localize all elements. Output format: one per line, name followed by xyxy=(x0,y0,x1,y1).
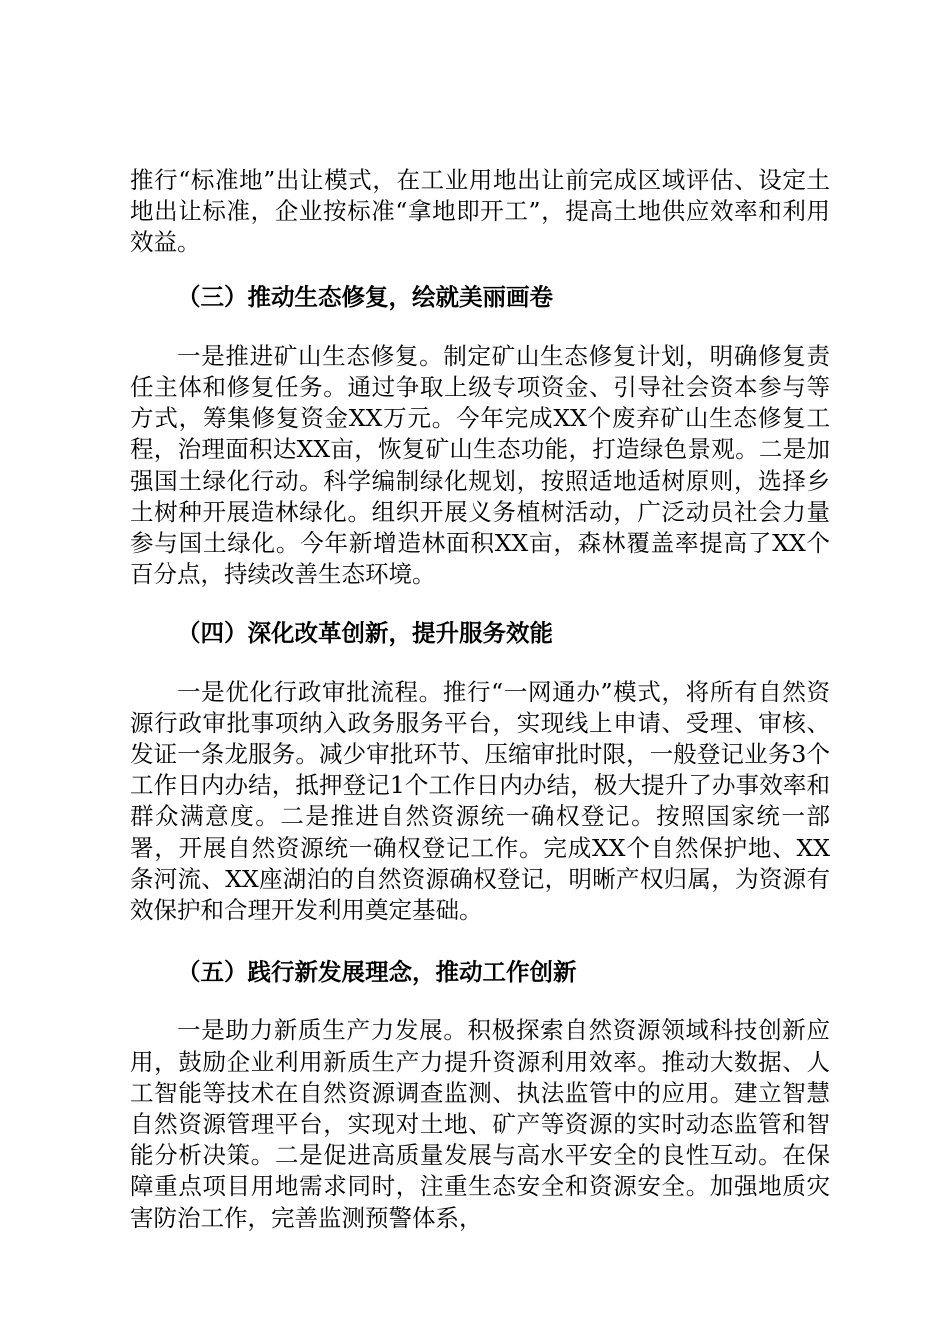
section-5-paragraph: 一是助力新质生产力发展。积极探索自然资源领域科技创新应用，鼓励企业利用新质生产力提升资源利用效率。推动大数据、人工智能等技术在自然资源调查监测、执法监管中的应用。建立智慧自然资源管理平台，实现对土地、矿产等资源的实时动态监管和智能分析决策。二是促进高质量发展与高水平安全的良性互动。在保障重点项目用地需求同时，注重生态安全和资源安全。加强地质灾害防治工作，完善监测预警体系， xyxy=(130,1016,830,1232)
section-4-paragraph: 一是优化行政审批流程。推行“一网通办”模式，将所有自然资源行政审批事项纳入政务服务平台，实现线上申请、受理、审核、发证一条龙服务。减少审批环节、压缩审批时限，一般登记业务3个工作日内办结，抵押登记1个工作日内办结，极大提升了办事效率和群众满意度。二是推进自然资源统一确权登记。按照国家统一部署，开展自然资源统一确权登记工作。完成XX个自然保护地、XX条河流、XX座湖泊的自然资源确权登记，明晰产权归属，为资源有效保护和合理开发利用奠定基础。 xyxy=(130,677,830,925)
section-5-heading: （五）践行新发展理念，推动工作创新 xyxy=(177,958,577,987)
section-3-heading: （三）推动生态修复，绘就美丽画卷 xyxy=(177,282,553,311)
document-page xyxy=(130,165,830,1234)
section-3-paragraph: 一是推进矿山生态修复。制定矿山生态修复计划，明确修复责任主体和修复任务。通过争取上级专项资金、引导社会资本参与等方式，筹集修复资金XX万元。今年完成XX个废弃矿山生态修复工程，治理面积达XX亩，恢复矿山生态功能，打造绿色景观。二是加强国土绿化行动。科学编制绿化规划，按照适地适树原则，选择乡土树种开展造林绿化。组织开展义务植树活动，广泛动员社会力量参与国土绿化。今年新增造林面积XX亩，森林覆盖率提高了XX个百分点，持续改善生态环境。 xyxy=(130,341,830,589)
continued-paragraph: 推行“标准地”出让模式，在工业用地出让前完成区域评估、设定土地出让标准，企业按标准“拿地即开工”，提高土地供应效率和利用效益。 xyxy=(130,166,830,257)
section-4-heading: （四）深化改革创新，提升服务效能 xyxy=(177,619,553,648)
